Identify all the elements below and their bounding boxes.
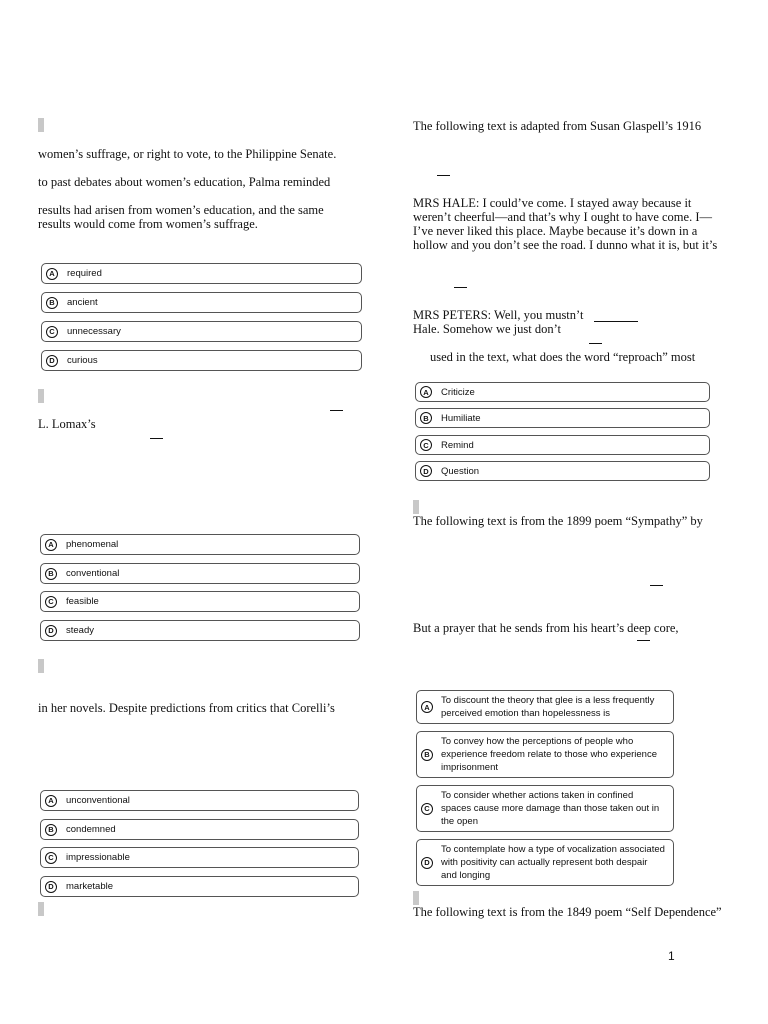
option-letter-badge: C [45, 852, 57, 864]
answer-option-b[interactable] [40, 819, 359, 840]
passage-line: Hale. Somehow we just don’t [413, 322, 562, 336]
option-letter-badge: B [421, 749, 433, 761]
answer-option-a[interactable] [40, 534, 360, 555]
answer-option-d[interactable] [41, 350, 362, 371]
answer-option-d[interactable] [40, 876, 359, 897]
passage-line: results had arisen from women’s education, and the same [38, 203, 324, 217]
option-letter-badge: D [421, 857, 433, 869]
option-letter-badge: D [46, 355, 58, 367]
option-text: unnecessary [67, 326, 121, 337]
question-marker [38, 659, 44, 673]
passage-line: But a prayer that he sends from his heart’s deep core, [413, 621, 679, 635]
question-intro: The following text is from the 1849 poem “Self Dependence” [413, 905, 722, 919]
passage-line: in her novels. Despite predictions from critics that Corelli’s [38, 701, 335, 715]
answer-option-c[interactable] [40, 591, 360, 612]
option-letter-badge: D [45, 625, 57, 637]
answer-option-c[interactable] [415, 435, 710, 455]
answer-option-c[interactable] [416, 785, 674, 832]
question-marker [413, 500, 419, 514]
option-text: conventional [66, 568, 120, 579]
answer-option-c[interactable] [40, 847, 359, 868]
passage-line: MRS PETERS: Well, you mustn’t [413, 308, 584, 322]
option-text: feasible [66, 596, 99, 607]
answer-option-b[interactable] [415, 408, 710, 428]
option-text: required [67, 268, 102, 279]
option-letter-badge: B [45, 824, 57, 836]
option-letter-badge: D [45, 881, 57, 893]
passage-line: hollow and you don’t see the road. I dunno what it is, but it’s [413, 238, 718, 252]
passage-line: to past debates about women’s education, Palma reminded [38, 175, 331, 189]
option-text: steady [66, 625, 94, 636]
answer-option-a[interactable] [415, 382, 710, 402]
option-text: phenomenal [66, 539, 119, 550]
option-text: To discount the theory that glee is a less frequently perceived emotion than hopelessness is [441, 695, 655, 719]
passage-line: L. Lomax’s [38, 417, 96, 431]
answer-blank [454, 287, 467, 288]
option-text: To convey how the perceptions of people who experience freedom relate to those who experience imprisonment [441, 736, 657, 773]
answer-option-a[interactable] [41, 263, 362, 284]
page-number: 1 [668, 949, 675, 963]
question-marker [38, 118, 44, 132]
option-text: Humiliate [441, 412, 481, 424]
option-letter-badge: C [45, 596, 57, 608]
answer-option-d[interactable] [415, 461, 710, 481]
option-letter-badge: A [45, 795, 57, 807]
option-letter-badge: D [420, 465, 432, 477]
question-intro: The following text is adapted from Susan Glaspell’s 1916 [413, 119, 702, 133]
answer-option-d[interactable] [416, 839, 674, 886]
option-letter-badge: A [420, 386, 432, 398]
option-letter-badge: A [46, 268, 58, 280]
answer-blank [330, 410, 343, 411]
passage-line: MRS HALE: I could’ve come. I stayed away because it [413, 196, 692, 210]
question-intro: The following text is from the 1899 poem “Sympathy” by [413, 514, 703, 528]
option-text: Remind [441, 439, 474, 451]
option-text: ancient [67, 297, 98, 308]
question-marker [413, 891, 419, 905]
passage-line: weren’t cheerful—and that’s why I ought to have come. I— [413, 210, 712, 224]
answer-blank [150, 438, 163, 439]
passage-line: I’ve never liked this place. Maybe because it’s down in a [413, 224, 698, 238]
option-letter-badge: A [45, 539, 57, 551]
answer-blank [594, 321, 638, 322]
answer-blank [637, 640, 650, 641]
option-letter-badge: C [46, 326, 58, 338]
option-text: curious [67, 355, 98, 366]
option-text: unconventional [66, 795, 130, 806]
answer-option-c[interactable] [41, 321, 362, 342]
option-text: condemned [66, 824, 116, 835]
option-letter-badge: A [421, 701, 433, 713]
answer-option-a[interactable] [40, 790, 359, 811]
option-text: Criticize [441, 386, 475, 398]
answer-option-d[interactable] [40, 620, 360, 641]
answer-option-b[interactable] [416, 731, 674, 778]
option-letter-badge: C [420, 439, 432, 451]
passage-line: results would come from women’s suffrage. [38, 217, 258, 231]
answer-blank [589, 343, 602, 344]
answer-option-b[interactable] [41, 292, 362, 313]
question-marker [38, 902, 44, 916]
answer-option-a[interactable] [416, 690, 674, 724]
answer-blank [650, 585, 663, 586]
option-text: To consider whether actions taken in confined spaces cause more damage than those taken out in the open [441, 790, 660, 827]
passage-line: used in the text, what does the word “reproach” most [430, 350, 696, 364]
option-text: To contemplate how a type of vocalization associated with positivity can actually represent both despair and longing [441, 844, 665, 881]
option-letter-badge: B [46, 297, 58, 309]
option-text: Question [441, 465, 480, 477]
question-marker [38, 389, 44, 403]
option-text: impressionable [66, 852, 130, 863]
answer-blank [437, 175, 450, 176]
option-text: marketable [66, 881, 113, 892]
option-letter-badge: B [45, 568, 57, 580]
option-letter-badge: C [421, 803, 433, 815]
option-letter-badge: B [420, 412, 432, 424]
answer-option-b[interactable] [40, 563, 360, 584]
passage-line: women’s suffrage, or right to vote, to the Philippine Senate. [38, 147, 337, 161]
